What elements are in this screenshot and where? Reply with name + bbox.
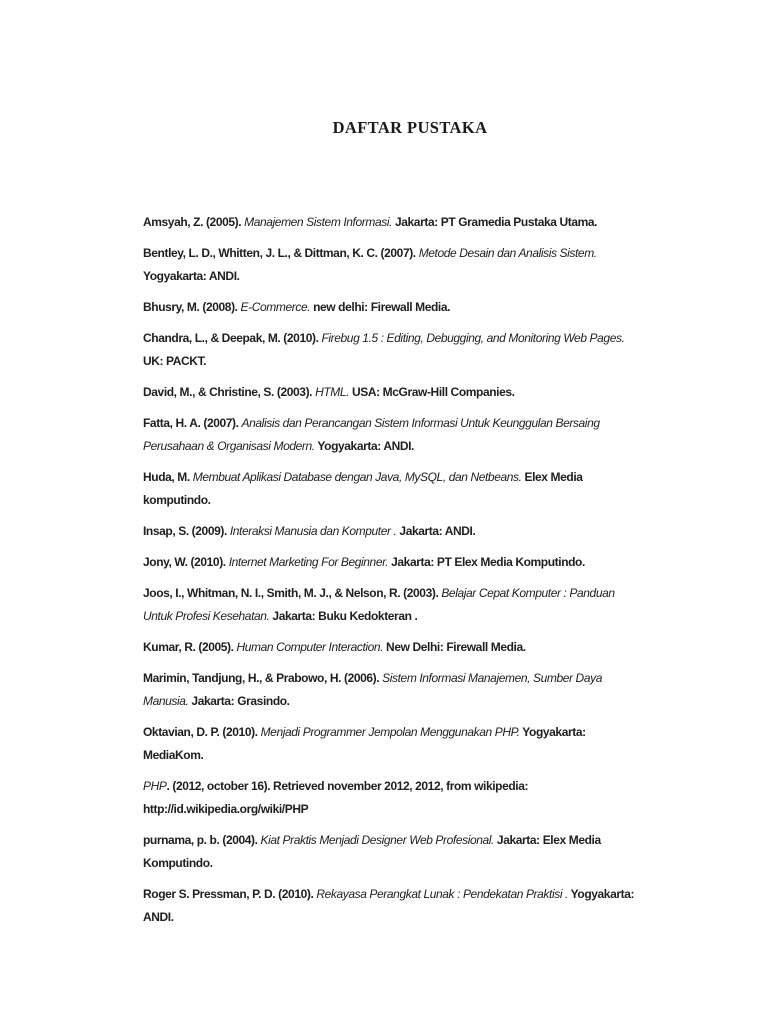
- reference-entry: [143, 520, 753, 543]
- reference-text: http://id.wikipedia.org/wiki/PHP: [143, 802, 309, 816]
- reference-entry: [143, 883, 753, 929]
- reference-line: [143, 435, 753, 458]
- reference-text: Joos, I., Whitman, N. I., Smith, M. J., & Nelson, R. (2003).: [143, 586, 442, 600]
- reference-text: Komputindo.: [143, 856, 213, 870]
- reference-text: Amsyah, Z. (2005).: [143, 215, 245, 229]
- reference-line: [143, 744, 753, 767]
- reference-text: Marimin, Tandjung, H., & Prabowo, H. (2006).: [143, 671, 383, 685]
- reference-title-text: HTML.: [315, 385, 350, 399]
- reference-line: [143, 829, 753, 852]
- reference-line: [143, 466, 753, 489]
- reference-entry: [143, 242, 753, 288]
- reference-entry: [143, 466, 753, 512]
- reference-text: Yogyakarta: ANDI.: [314, 439, 414, 453]
- reference-line: [143, 852, 753, 875]
- reference-text: Jakarta: Grasindo.: [188, 694, 290, 708]
- reference-line: [143, 327, 753, 350]
- reference-line: [143, 798, 753, 821]
- reference-line: [143, 242, 753, 265]
- reference-text: New Delhi: Firewall Media.: [383, 640, 526, 654]
- reference-title-text: PHP: [143, 779, 167, 793]
- reference-text: Roger S. Pressman, P. D. (2010).: [143, 887, 317, 901]
- reference-entry: [143, 775, 753, 821]
- reference-entry: [143, 829, 753, 875]
- reference-line: [143, 667, 753, 690]
- reference-title-text: Human Computer Interaction.: [236, 640, 384, 654]
- reference-line: [143, 605, 753, 628]
- reference-entry: [143, 296, 753, 319]
- reference-title-text: E-Commerce.: [240, 300, 311, 314]
- reference-entry: [143, 582, 753, 628]
- reference-entry: [143, 327, 753, 373]
- page-title: DAFTAR PUSTAKA: [332, 118, 488, 137]
- reference-text: Jony, W. (2010).: [143, 555, 229, 569]
- reference-entry: [143, 551, 753, 574]
- reference-line: [143, 489, 753, 512]
- reference-list: [143, 211, 753, 937]
- reference-entry: [143, 211, 753, 234]
- reference-text: Jakarta: Elex Media: [494, 833, 601, 847]
- reference-text: MediaKom.: [143, 748, 204, 762]
- reference-line: [143, 551, 753, 574]
- reference-line: [143, 690, 753, 713]
- reference-title-text: Menjadi Programmer Jempolan Menggunakan PHP.: [260, 725, 520, 739]
- reference-text: Fatta, H. A. (2007).: [143, 416, 242, 430]
- reference-title-text: Manajemen Sistem Informasi.: [244, 215, 393, 229]
- reference-title-text: Belajar Cepat Komputer : Panduan: [441, 586, 615, 600]
- reference-text: Huda, M.: [143, 470, 193, 484]
- reference-title-text: Firebug 1.5 : Editing, Debugging, and Monitoring Web Pages.: [321, 331, 625, 345]
- reference-line: [143, 636, 753, 659]
- reference-title-text: Interaksi Manusia dan Komputer .: [229, 524, 397, 538]
- reference-text: Chandra, L., & Deepak, M. (2010).: [143, 331, 322, 345]
- reference-line: [143, 520, 753, 543]
- reference-text: David, M., & Christine, S. (2003).: [143, 385, 316, 399]
- reference-line: [143, 906, 753, 929]
- reference-line: [143, 350, 753, 373]
- reference-entry: [143, 721, 753, 767]
- reference-text: purnama, p. b. (2004).: [143, 833, 261, 847]
- reference-entry: [143, 636, 753, 659]
- reference-title-text: Metode Desain dan Analisis Sistem.: [418, 246, 597, 260]
- reference-title-text: Sistem Informasi Manajemen, Sumber Daya: [382, 671, 602, 685]
- reference-title-text: Internet Marketing For Beginner.: [228, 555, 389, 569]
- reference-line: [143, 296, 753, 319]
- reference-title-text: Rekayasa Perangkat Lunak : Pendekatan Praktisi .: [316, 887, 568, 901]
- reference-text: Yogyakarta:: [567, 887, 635, 901]
- reference-line: [143, 265, 753, 288]
- reference-entry: [143, 381, 753, 404]
- reference-text: Jakarta: Buku Kedokteran .: [269, 609, 418, 623]
- reference-text: . (2012, october 16). Retrieved november 2012, 2012, from wikipedia:: [166, 779, 529, 793]
- reference-line: [143, 721, 753, 744]
- reference-entry: [143, 412, 753, 458]
- reference-text: Kumar, R. (2005).: [143, 640, 237, 654]
- reference-text: Yogyakarta: ANDI.: [143, 269, 240, 283]
- reference-text: Bhusry, M. (2008).: [143, 300, 241, 314]
- reference-title-text: Analisis dan Perancangan Sistem Informasi Untuk Keunggulan Bersaing: [241, 416, 600, 430]
- reference-text: Insap, S. (2009).: [143, 524, 230, 538]
- reference-text: new delhi: Firewall Media.: [310, 300, 451, 314]
- reference-title-text: Perusahaan & Organisasi Modern.: [143, 439, 315, 453]
- reference-title-text: Untuk Profesi Kesehatan.: [143, 609, 270, 623]
- reference-line: [143, 775, 753, 798]
- reference-title-text: Manusia.: [143, 694, 189, 708]
- reference-text: Yogyakarta:: [519, 725, 586, 739]
- reference-title-text: Membuat Aplikasi Database dengan Java, MySQL, dan Netbeans.: [192, 470, 522, 484]
- reference-text: komputindo.: [143, 493, 211, 507]
- reference-line: [143, 883, 753, 906]
- reference-line: [143, 211, 753, 234]
- reference-text: Elex Media: [521, 470, 583, 484]
- reference-line: [143, 381, 753, 404]
- reference-line: [143, 412, 753, 435]
- reference-line: [143, 582, 753, 605]
- reference-text: ANDI.: [143, 910, 174, 924]
- reference-text: Oktavian, D. P. (2010).: [143, 725, 261, 739]
- reference-text: UK: PACKT.: [143, 354, 207, 368]
- reference-text: Jakarta: PT Gramedia Pustaka Utama.: [392, 215, 598, 229]
- reference-text: Bentley, L. D., Whitten, J. L., & Dittman, K. C. (2007).: [143, 246, 419, 260]
- reference-text: USA: McGraw-Hill Companies.: [349, 385, 515, 399]
- reference-text: Jakarta: ANDI.: [396, 524, 476, 538]
- reference-entry: [143, 667, 753, 713]
- reference-text: Jakarta: PT Elex Media Komputindo.: [388, 555, 585, 569]
- reference-title-text: Kiat Praktis Menjadi Designer Web Profesional.: [260, 833, 494, 847]
